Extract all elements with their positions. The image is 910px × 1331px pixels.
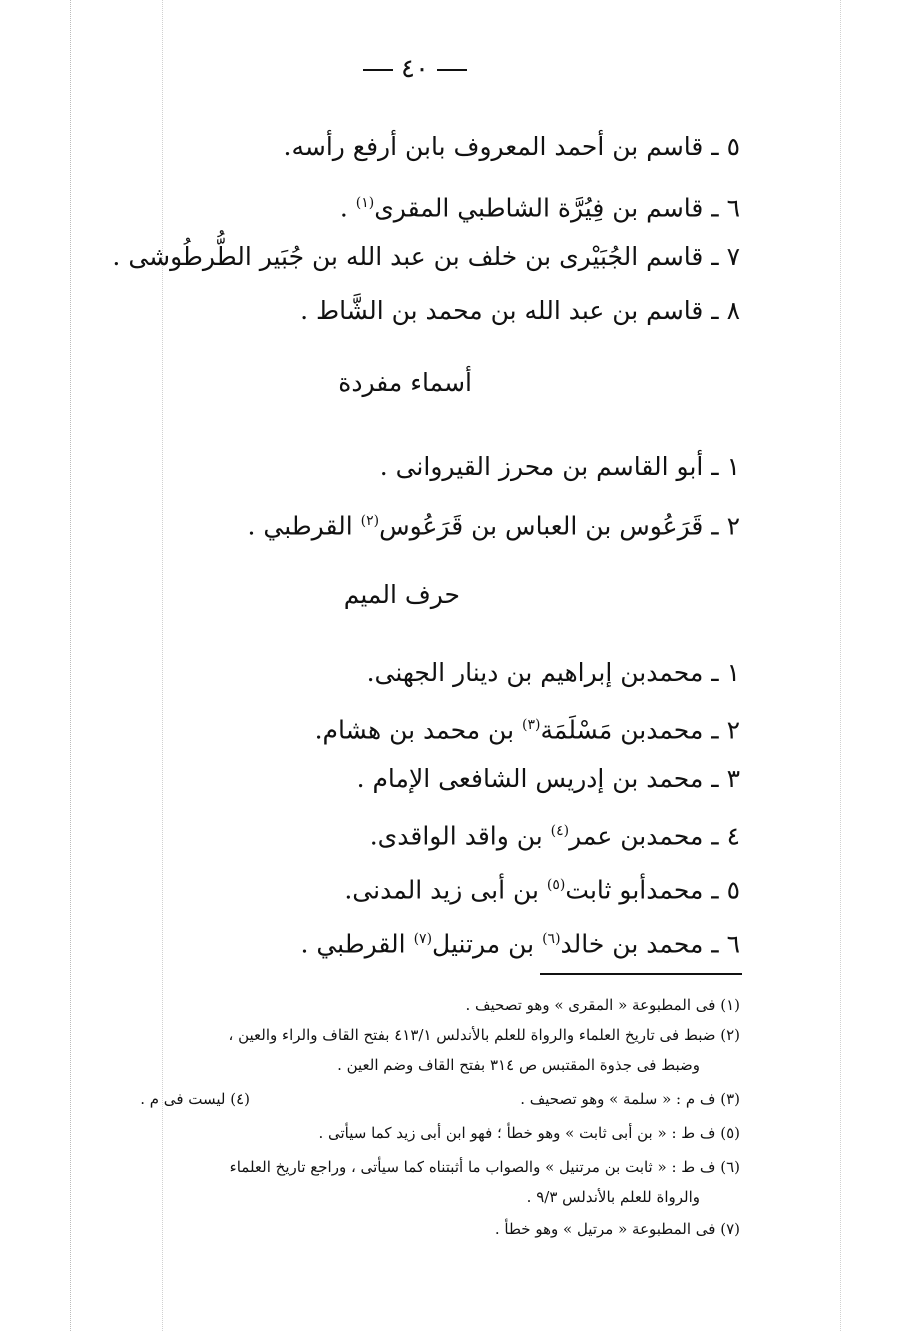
mim-entry-6 <box>300 922 740 961</box>
mim-entry-5 <box>344 868 740 907</box>
header-dash <box>363 69 393 71</box>
page-header <box>355 54 475 84</box>
page-number: ٤٠ <box>401 54 429 84</box>
mim-entry-3: ٣ ـ محمد بن إدريس الشافعى الإمام . <box>356 764 740 793</box>
entry-8: ٨ ـ قاسم بن عبد الله بن محمد بن الشَّاط . <box>300 296 740 325</box>
footnote-3: (٣) ف م : « سلمة » وهو تصحيف . <box>520 1090 740 1108</box>
footnote-4: (٤) ليست فى م . <box>140 1090 250 1108</box>
footnote-5: (٥) ف ط : « بن أبى ثابت » وهو خطأ ؛ فهو ابن أبى زيد كما سيأتى . <box>318 1124 740 1142</box>
single-entry-1: ١ ـ أبو القاسم بن محرز القيروانى . <box>379 452 740 481</box>
mim-entry-1: ١ ـ محمدبن إبراهيم بن دينار الجهنى. <box>366 658 740 687</box>
footnote-separator <box>540 973 742 975</box>
mim-entry-6-text: ٦ ـ محمد بن خالد <box>560 929 740 959</box>
mim-entry-2 <box>315 708 740 747</box>
entry-5: ٥ ـ قاسم بن أحمد المعروف بابن أرفع رأسه. <box>283 132 740 161</box>
single-entry-2-tail: القرطبي . <box>247 511 361 541</box>
footnote-ref-5: (٥) <box>546 877 566 893</box>
mim-entry-4-tail: بن واقد الواقدى. <box>369 821 551 851</box>
mim-entry-2-tail: بن محمد بن هشام. <box>314 715 522 745</box>
footnote-7: (٧) فى المطبوعة « مرتيل » وهو خطأ . <box>494 1220 740 1238</box>
footnote-6-line-2: والرواة للعلم بالأندلس ٩/٣ . <box>526 1188 700 1206</box>
scan-dotted-line <box>840 0 841 1331</box>
footnote-ref-7: (٧) <box>413 931 433 947</box>
entry-6-text: ٦ ـ قاسم بن فِيُرَّة الشاطبي المقرى <box>374 193 740 223</box>
mim-entry-2-text: ٢ ـ محمدبن مَسْلَمَة <box>540 715 740 745</box>
scan-dotted-line <box>162 0 163 1331</box>
header-dash <box>437 69 467 71</box>
entry-6-tail: . <box>339 193 356 223</box>
mim-entry-4-text: ٤ ـ محمدبن عمر <box>569 821 740 851</box>
section-title-single-names: أسماء مفردة <box>338 368 472 397</box>
footnote-2-line-1: (٢) ضبط فى تاريخ العلماء والرواة للعلم بالأندلس ٤١٣/١ بفتح القاف والراء والعين ، <box>228 1026 740 1044</box>
mim-entry-6-mid: بن مرتنيل <box>432 929 543 959</box>
scan-dotted-line <box>70 0 71 1331</box>
mim-entry-4 <box>370 814 740 853</box>
footnote-ref-6: (٦) <box>542 931 561 947</box>
single-entry-2 <box>247 504 740 543</box>
entry-6 <box>340 186 740 225</box>
footnote-6-line-1: (٦) ف ط : « ثابت بن مرتنيل » والصواب ما أثبتناه كما سيأتى ، وراجع تاريخ العلماء <box>229 1158 740 1176</box>
footnote-ref-2: (٢) <box>360 513 380 529</box>
mim-entry-5-tail: بن أبى زيد المدنى. <box>344 875 547 905</box>
section-title-letter-mim: حرف الميم <box>343 580 460 609</box>
mim-entry-5-text: ٥ ـ محمدأبو ثابت <box>565 875 740 905</box>
entry-7: ٧ ـ قاسم الجُبَيْرى بن خلف بن عبد الله بن جُبَير الطُّرطُوشى . <box>112 242 740 271</box>
footnote-ref-3: (٣) <box>522 717 541 733</box>
footnote-ref-4: (٤) <box>550 823 570 839</box>
footnote-ref-1: (١) <box>355 195 375 211</box>
footnote-1: (١) فى المطبوعة « المقرى » وهو تصحيف . <box>465 996 740 1014</box>
footnote-2-line-2: وضبط فى جذوة المقتبس ص ٣١٤ بفتح القاف وضم العين . <box>337 1056 700 1074</box>
mim-entry-6-tail: القرطبي . <box>300 929 414 959</box>
single-entry-2-text: ٢ ـ قَرَعُوس بن العباس بن قَرَعُوس <box>379 511 740 541</box>
